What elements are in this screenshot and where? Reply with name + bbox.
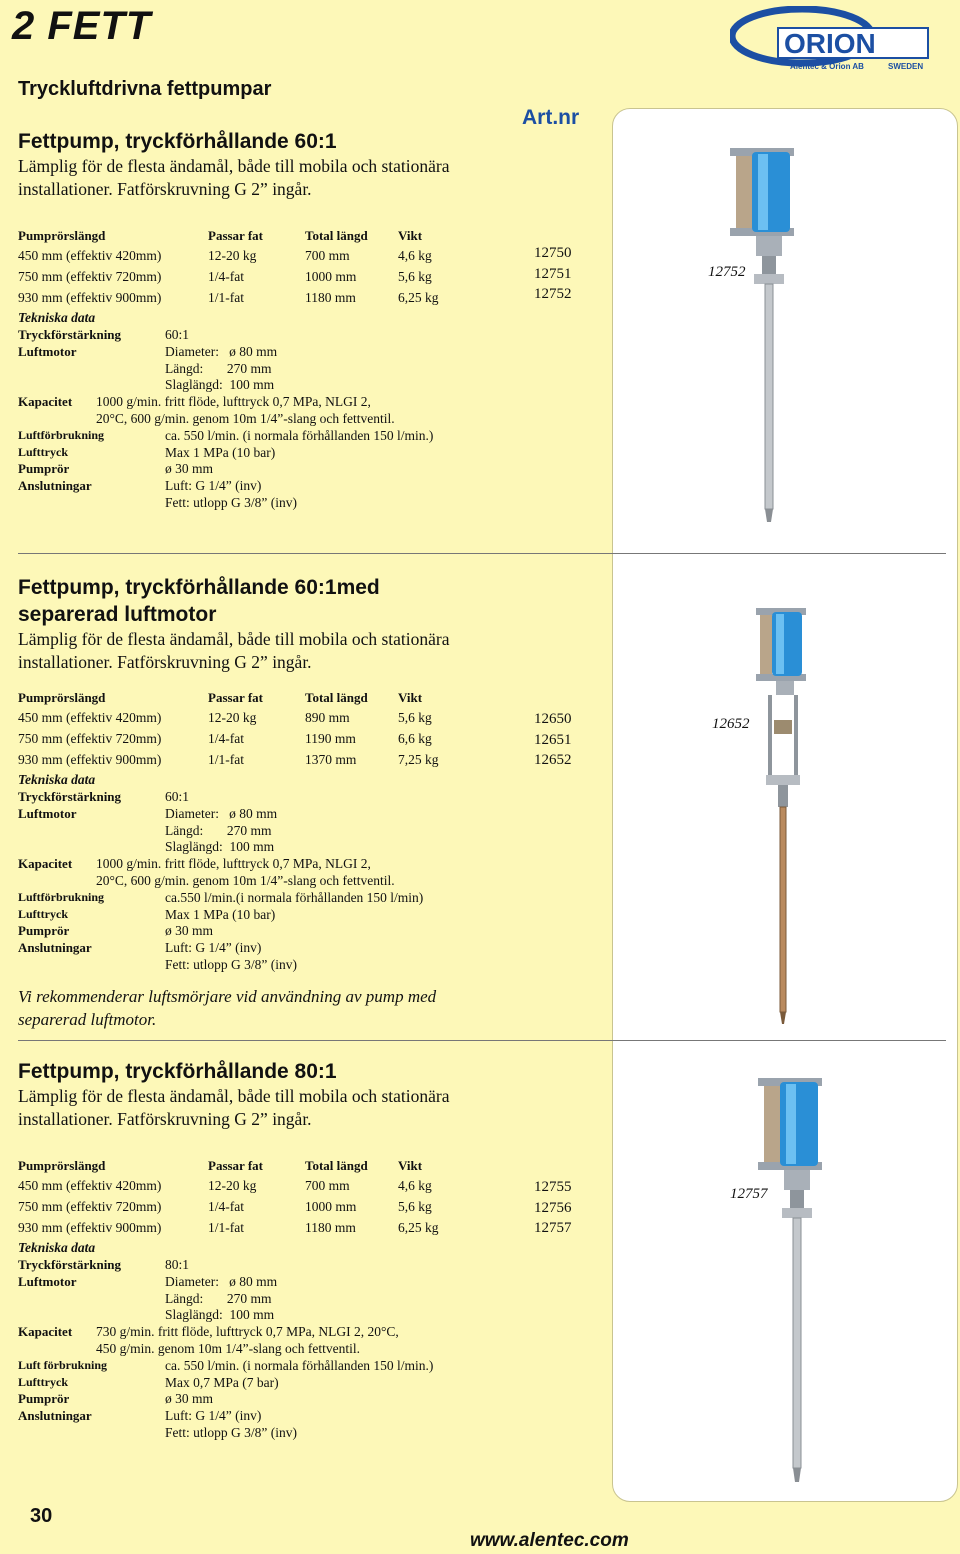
cell: 6,25 kg [398, 290, 439, 305]
product-desc-line: installationer. Fatförskruvning G 2” ingår. [18, 179, 312, 199]
product-section-3 [18, 1058, 518, 1131]
cell: 7,25 kg [398, 752, 439, 767]
spec-value: Luft: G 1/4” (inv) [165, 478, 262, 494]
cell: 930 mm (effektiv 900mm) [18, 290, 162, 305]
art-numbers-3 [534, 1177, 572, 1239]
cell: 1180 mm [305, 1220, 356, 1235]
website-url: www.alentec.com [470, 1530, 629, 1551]
cell: 450 mm (effektiv 420mm) [18, 1178, 162, 1193]
spec-table-1 [18, 228, 518, 311]
art-number: 12650 [534, 711, 572, 727]
product-section-1 [18, 128, 518, 201]
cell: 1/1-fat [208, 290, 244, 305]
spec-value: 730 g/min. fritt flöde, lufttryck 0,7 MPa, NLGI 2, 20°C, [96, 1324, 399, 1340]
art-number: 12751 [534, 265, 572, 282]
cell: 1190 mm [305, 731, 356, 746]
cell: 1/4-fat [208, 731, 244, 746]
spec-label: Anslutningar [18, 940, 92, 956]
art-number: 12750 [534, 245, 572, 261]
note-line: separerad luftmotor. [18, 1010, 157, 1029]
cell: 450 mm (effektiv 420mm) [18, 710, 162, 725]
spec-value: Slaglängd: 100 mm [165, 839, 275, 855]
cell: 700 mm [305, 1178, 350, 1193]
cell: 890 mm [305, 710, 350, 725]
cell: 750 mm (effektiv 720mm) [18, 269, 162, 284]
product-desc-line: Lämplig för de flesta ändamål, både till mobila och stationära [18, 1086, 450, 1106]
cell: 1/1-fat [208, 1220, 244, 1235]
table-row [18, 248, 518, 269]
logo-text: ORION [784, 28, 876, 59]
col-header: Total längd [305, 228, 368, 243]
logo-sub1: Alentec & Orion AB [790, 62, 864, 71]
table-row [18, 1220, 518, 1241]
art-numbers-1 [534, 243, 572, 305]
chapter-title: 2 FETT [12, 4, 152, 48]
orion-logo [730, 6, 942, 72]
image-caption: 12752 [708, 264, 746, 280]
image-caption: 12757 [730, 1186, 768, 1202]
table-row [18, 290, 518, 311]
spec-value: 80:1 [165, 1257, 190, 1272]
spec-label: Luftmotor [18, 805, 77, 821]
col-header: Passar fat [208, 228, 264, 243]
tech-data-1 [18, 310, 518, 512]
cell: 5,6 kg [398, 1199, 432, 1214]
spec-value: ca. 550 l/min. (i normala förhållanden 150 l/min.) [165, 1357, 434, 1373]
spec-value: Längd: 270 mm [165, 360, 272, 376]
recommendation-note [18, 985, 538, 1031]
art-number: 12757 [534, 1220, 572, 1236]
spec-value: ø 30 mm [165, 461, 214, 477]
col-header: Pumprörslängd [18, 1158, 106, 1173]
spec-value: Max 1 MPa (10 bar) [165, 906, 276, 922]
product-title: Fettpump, tryckförhållande 60:1med [18, 576, 380, 599]
art-numbers-2 [534, 709, 572, 771]
cell: 6,6 kg [398, 731, 432, 746]
spec-label: Lufttryck [18, 444, 68, 459]
pump-12652-image [754, 600, 814, 1030]
spec-label: Kapacitet [18, 394, 73, 410]
page-number: 30 [30, 1505, 53, 1527]
artnr-label: Art.nr [522, 106, 580, 129]
tech-data-heading: Tekniska data [18, 772, 96, 787]
spec-value: 1000 g/min. fritt flöde, lufttryck 0,7 MPa, NLGI 2, [96, 394, 371, 410]
spec-label: Luftförbrukning [18, 889, 105, 904]
spec-value: ca. 550 l/min. (i normala förhållanden 150 l/min.) [165, 427, 434, 443]
product-desc-line: Lämplig för de flesta ändamål, både till mobila och stationära [18, 156, 450, 176]
spec-value: Diameter: ø 80 mm [165, 805, 278, 821]
cell: 450 mm (effektiv 420mm) [18, 248, 162, 263]
col-header: Total längd [305, 690, 368, 705]
cell: 12-20 kg [208, 248, 257, 263]
spec-label: Tryckförstärkning [18, 1257, 122, 1272]
spec-label: Kapacitet [18, 856, 73, 872]
cell: 6,25 kg [398, 1220, 439, 1235]
tech-data-heading: Tekniska data [18, 310, 96, 325]
spec-label: Tryckförstärkning [18, 327, 122, 342]
col-header: Pumprörslängd [18, 228, 106, 243]
cell: 1000 mm [305, 1199, 357, 1214]
product-section-2 [18, 574, 518, 674]
spec-value: Diameter: ø 80 mm [165, 1273, 278, 1289]
col-header: Total längd [305, 1158, 368, 1173]
art-number: 12755 [534, 1179, 572, 1195]
cell: 750 mm (effektiv 720mm) [18, 1199, 162, 1214]
table-row [18, 710, 518, 731]
product-title: Fettpump, tryckförhållande 60:1 [18, 130, 337, 153]
tech-data-2 [18, 772, 518, 974]
logo-sub2: SWEDEN [888, 62, 924, 71]
cell: 4,6 kg [398, 1178, 432, 1193]
col-header: Passar fat [208, 690, 264, 705]
spec-label: Kapacitet [18, 1324, 73, 1340]
cell: 750 mm (effektiv 720mm) [18, 731, 162, 746]
spec-label: Pumprör [18, 923, 70, 939]
art-number: 12756 [534, 1199, 572, 1216]
pump-12752-image [728, 140, 808, 525]
spec-value: 60:1 [165, 789, 190, 804]
spec-table-3 [18, 1158, 518, 1241]
cell: 12-20 kg [208, 710, 257, 725]
cell: 1/4-fat [208, 269, 244, 284]
cell: 930 mm (effektiv 900mm) [18, 752, 162, 767]
section-subtitle: Tryckluftdrivna fettpumpar [18, 78, 272, 100]
spec-value: 1000 g/min. fritt flöde, lufttryck 0,7 MPa, NLGI 2, [96, 856, 371, 872]
spec-label: Luftmotor [18, 343, 77, 359]
cell: 930 mm (effektiv 900mm) [18, 1220, 162, 1235]
cell: 5,6 kg [398, 269, 432, 284]
table-row [18, 269, 518, 290]
cell: 700 mm [305, 248, 350, 263]
product-title: separerad luftmotor [18, 603, 217, 626]
product-title: Fettpump, tryckförhållande 80:1 [18, 1060, 337, 1083]
spec-value: 20°C, 600 g/min. genom 10m 1/4”-slang och fettventil. [96, 872, 395, 888]
divider [18, 1040, 946, 1041]
cell: 4,6 kg [398, 248, 432, 263]
art-number: 12752 [534, 286, 572, 302]
spec-value: Diameter: ø 80 mm [165, 343, 278, 359]
table-row [18, 1199, 518, 1220]
spec-value: ø 30 mm [165, 923, 214, 939]
spec-label: Anslutningar [18, 478, 92, 494]
table-header [18, 690, 518, 710]
cell: 1/1-fat [208, 752, 244, 767]
product-desc-line: installationer. Fatförskruvning G 2” ingår. [18, 1109, 312, 1129]
col-header: Vikt [398, 1158, 423, 1173]
col-header: Vikt [398, 690, 423, 705]
spec-label: Luftmotor [18, 1273, 77, 1289]
pump-12757-image [756, 1068, 836, 1488]
spec-label: Tryckförstärkning [18, 789, 122, 804]
spec-label: Luftförbrukning [18, 427, 105, 442]
spec-value: Luft: G 1/4” (inv) [165, 1408, 262, 1424]
spec-value: Fett: utlopp G 3/8” (inv) [165, 1424, 297, 1440]
spec-value: Längd: 270 mm [165, 1290, 272, 1306]
spec-value: Fett: utlopp G 3/8” (inv) [165, 956, 297, 972]
spec-label: Pumprör [18, 461, 70, 477]
col-header: Passar fat [208, 1158, 264, 1173]
spec-table-2 [18, 690, 518, 773]
col-header: Pumprörslängd [18, 690, 106, 705]
art-number: 12652 [534, 752, 572, 768]
spec-label: Pumprör [18, 1391, 70, 1407]
spec-value: 60:1 [165, 327, 190, 342]
spec-label: Lufttryck [18, 1374, 68, 1389]
spec-value: ca.550 l/min.(i normala förhållanden 150 l/min) [165, 889, 424, 905]
cell: 1180 mm [305, 290, 356, 305]
table-row [18, 752, 518, 773]
spec-value: Slaglängd: 100 mm [165, 377, 275, 393]
table-row [18, 731, 518, 752]
image-caption: 12652 [712, 716, 750, 732]
table-row [18, 1178, 518, 1199]
art-number: 12651 [534, 731, 572, 748]
tech-data-3 [18, 1240, 518, 1442]
spec-label: Lufttryck [18, 906, 68, 921]
spec-value: Max 0,7 MPa (7 bar) [165, 1374, 279, 1390]
spec-value: Slaglängd: 100 mm [165, 1307, 275, 1323]
note-line: Vi rekommenderar luftsmörjare vid användning av pump med [18, 987, 437, 1006]
spec-value: 450 g/min. genom 10m 1/4”-slang och fettventil. [96, 1340, 360, 1356]
cell: 1370 mm [305, 752, 357, 767]
product-desc-line: Lämplig för de flesta ändamål, både till mobila och stationära [18, 629, 450, 649]
spec-value: ø 30 mm [165, 1391, 214, 1407]
tech-data-heading: Tekniska data [18, 1240, 96, 1255]
table-header [18, 1158, 518, 1178]
table-header [18, 228, 518, 248]
col-header: Vikt [398, 228, 423, 243]
cell: 12-20 kg [208, 1178, 257, 1193]
product-desc-line: installationer. Fatförskruvning G 2” ingår. [18, 652, 312, 672]
divider [18, 553, 946, 554]
spec-value: Luft: G 1/4” (inv) [165, 940, 262, 956]
cell: 1/4-fat [208, 1199, 244, 1214]
spec-value: Fett: utlopp G 3/8” (inv) [165, 494, 297, 510]
spec-value: Max 1 MPa (10 bar) [165, 444, 276, 460]
spec-value: 20°C, 600 g/min. genom 10m 1/4”-slang och fettventil. [96, 410, 395, 426]
spec-label: Anslutningar [18, 1408, 92, 1424]
cell: 5,6 kg [398, 710, 432, 725]
spec-value: Längd: 270 mm [165, 822, 272, 838]
cell: 1000 mm [305, 269, 357, 284]
spec-label: Luft förbrukning [18, 1357, 108, 1372]
